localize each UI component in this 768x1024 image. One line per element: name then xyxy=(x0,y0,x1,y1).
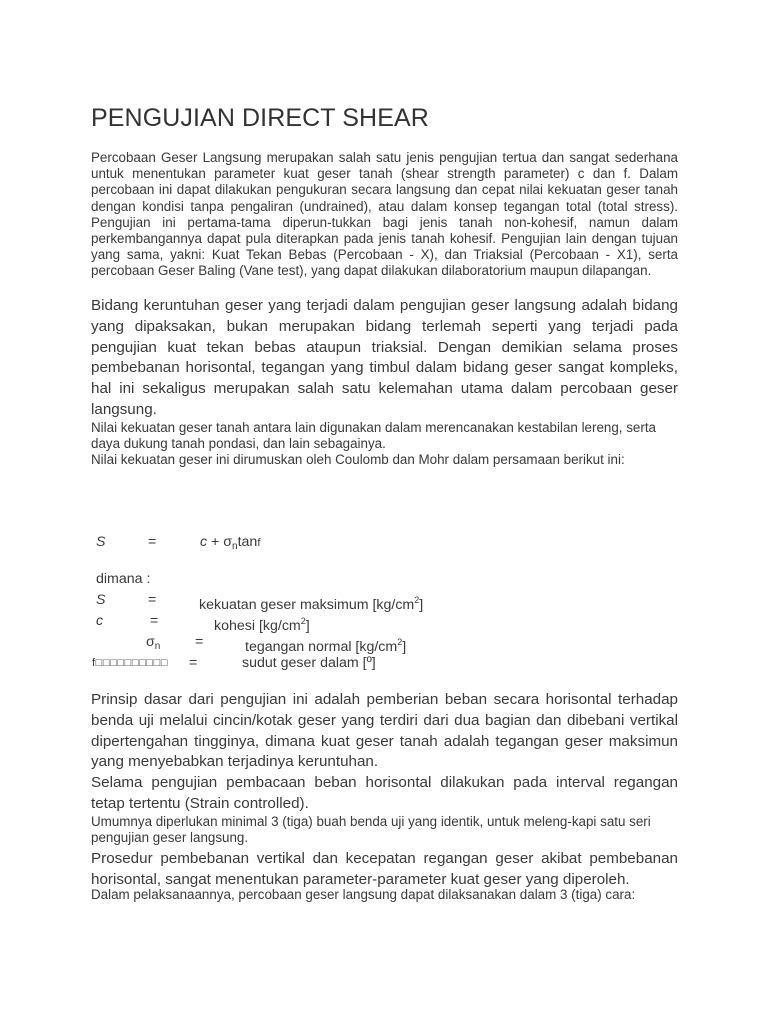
equation-rhs xyxy=(200,533,260,556)
def-symbol-c: c xyxy=(96,613,104,629)
equation-tan: tan xyxy=(237,534,258,550)
def-desc-sigma xyxy=(245,633,406,656)
equation xyxy=(96,533,105,551)
paragraph-pelaksanaan: Dalam pelaksanaannya, percobaan geser langsung dapat dilaksanakan dalam 3 (tiga) cara: xyxy=(91,887,636,902)
def-symbol-sigma-text: σ xyxy=(146,634,155,650)
def-desc-s-sup: 2 xyxy=(414,595,420,605)
def-equals-sigma: = xyxy=(195,634,204,650)
def-equals-phi: = xyxy=(189,655,198,671)
def-symbol-sigma-sub: n xyxy=(154,641,161,652)
def-symbol-sigma xyxy=(146,633,160,656)
equation-c: c xyxy=(200,534,208,550)
def-symbol-s: S xyxy=(96,592,106,608)
equation-equals: = xyxy=(148,534,157,550)
def-desc-s-text: kekuatan geser maksimum [kg/cm xyxy=(199,597,415,613)
def-desc-s-end: ] xyxy=(419,597,424,613)
paragraph-umumnya: Umumnya diperlukan minimal 3 (tiga) buah benda uji yang identik, untuk meleng-kapi satu seri pengujian geser langsung. xyxy=(91,814,651,846)
equation-sigma: σ xyxy=(223,534,233,550)
def-desc-c xyxy=(214,612,310,635)
paragraph-bidang: Bidang keruntuhan geser yang terjadi dalam pengujian geser langsung adalah bidang yang dipaksakan, bukan merupakan bidang terlemah seperti yang terjadi pada pengujian kuat tekan bebas ataupun triaksial. Dengan demikian selama proses pembebanan horisontal, tegangan yang timbul dalam bidang geser sangat kompleks, hal ini sekaligus merupakan salah satu kelemahan utama dalam percobaan geser langsung. xyxy=(91,297,678,418)
def-desc-sigma-end: ] xyxy=(402,639,407,655)
equation-lhs: S xyxy=(96,534,106,550)
paragraph-nilai-formula: Nilai kekuatan geser ini dirumuskan oleh Coulomb dan Mohr dalam persamaan berikut ini: xyxy=(91,452,625,467)
def-desc-c-end: ] xyxy=(305,618,310,634)
def-desc-c-sup: 2 xyxy=(300,616,306,626)
paragraph-intro: Percobaan Geser Langsung merupakan salah satu jenis pengujian tertua dan sangat sederhana untuk menentukan parameter kuat geser tanah (shear strength parameter) c dan f. Dalam percobaan ini dapat dilakukan pengukuran secara langsung dan cepat nilai kekuatan geser tanah dengan kondisi tanpa pengaliran (undrained), atau dalam konsep tegangan total (total stress). Pengujian ini pertama-tama diperun-tukkan bagi jenis tanah non-kohesif, namun dalam perkembangannya dapat pula diterapkan pada jenis tanah kohesif. Pengujian lain dengan tujuan yang sama, yakni: Kuat Tekan Bebas (Percobaan - X), dan Triaksial (Percobaan - X1), serta percobaan Geser Baling (Vane test), yang dapat dilakukan dilaboratorium maupun dilapangan. xyxy=(91,150,678,279)
def-equals-c: = xyxy=(150,613,159,629)
def-symbol-phi: f□□□□□□□□□□ xyxy=(92,657,169,669)
paragraph-prinsip: Prinsip dasar dari pengujian ini adalah pemberian beban secara horisontal terhadap benda uji melalui cincin/kotak geser yang terdiri dari dua bagian dan dibebani vertikal dipertengahan tingginya, dimana kuat geser tanah adalah tegangan geser maksimun yang menyebabkan terjadinya keruntuhan. xyxy=(91,691,678,771)
def-desc-sigma-sup: 2 xyxy=(397,637,403,647)
def-desc-phi: sudut geser dalam [º] xyxy=(242,655,376,671)
def-desc-sigma-text: tegangan normal [kg/cm xyxy=(245,639,398,655)
page-title: PENGUJIAN DIRECT SHEAR xyxy=(91,104,429,132)
equation-sigma-sub: n xyxy=(232,541,238,552)
paragraph-selama: Selama pengujian pembacaan beban horisontal dilakukan pada interval regangan tetap tertentu (Strain controlled). xyxy=(91,774,678,812)
def-equals-s: = xyxy=(148,592,157,608)
def-desc-s xyxy=(199,591,423,614)
equation-plus: + xyxy=(207,534,224,550)
def-desc-c-text: kohesi [kg/cm xyxy=(214,618,301,634)
equation-phi: f xyxy=(257,537,261,549)
dimana-label: dimana : xyxy=(96,571,151,587)
paragraph-nilai-usage: Nilai kekuatan geser tanah antara lain digunakan dalam merencanakan kestabilan lereng, serta daya dukung tanah pondasi, dan lain sebagainya. xyxy=(91,420,656,452)
paragraph-prosedur: Prosedur pembebanan vertikal dan kecepatan regangan geser akibat pembebanan horisontal, sangat menentukan parameter-parameter kuat geser yang diperoleh. xyxy=(91,850,678,888)
